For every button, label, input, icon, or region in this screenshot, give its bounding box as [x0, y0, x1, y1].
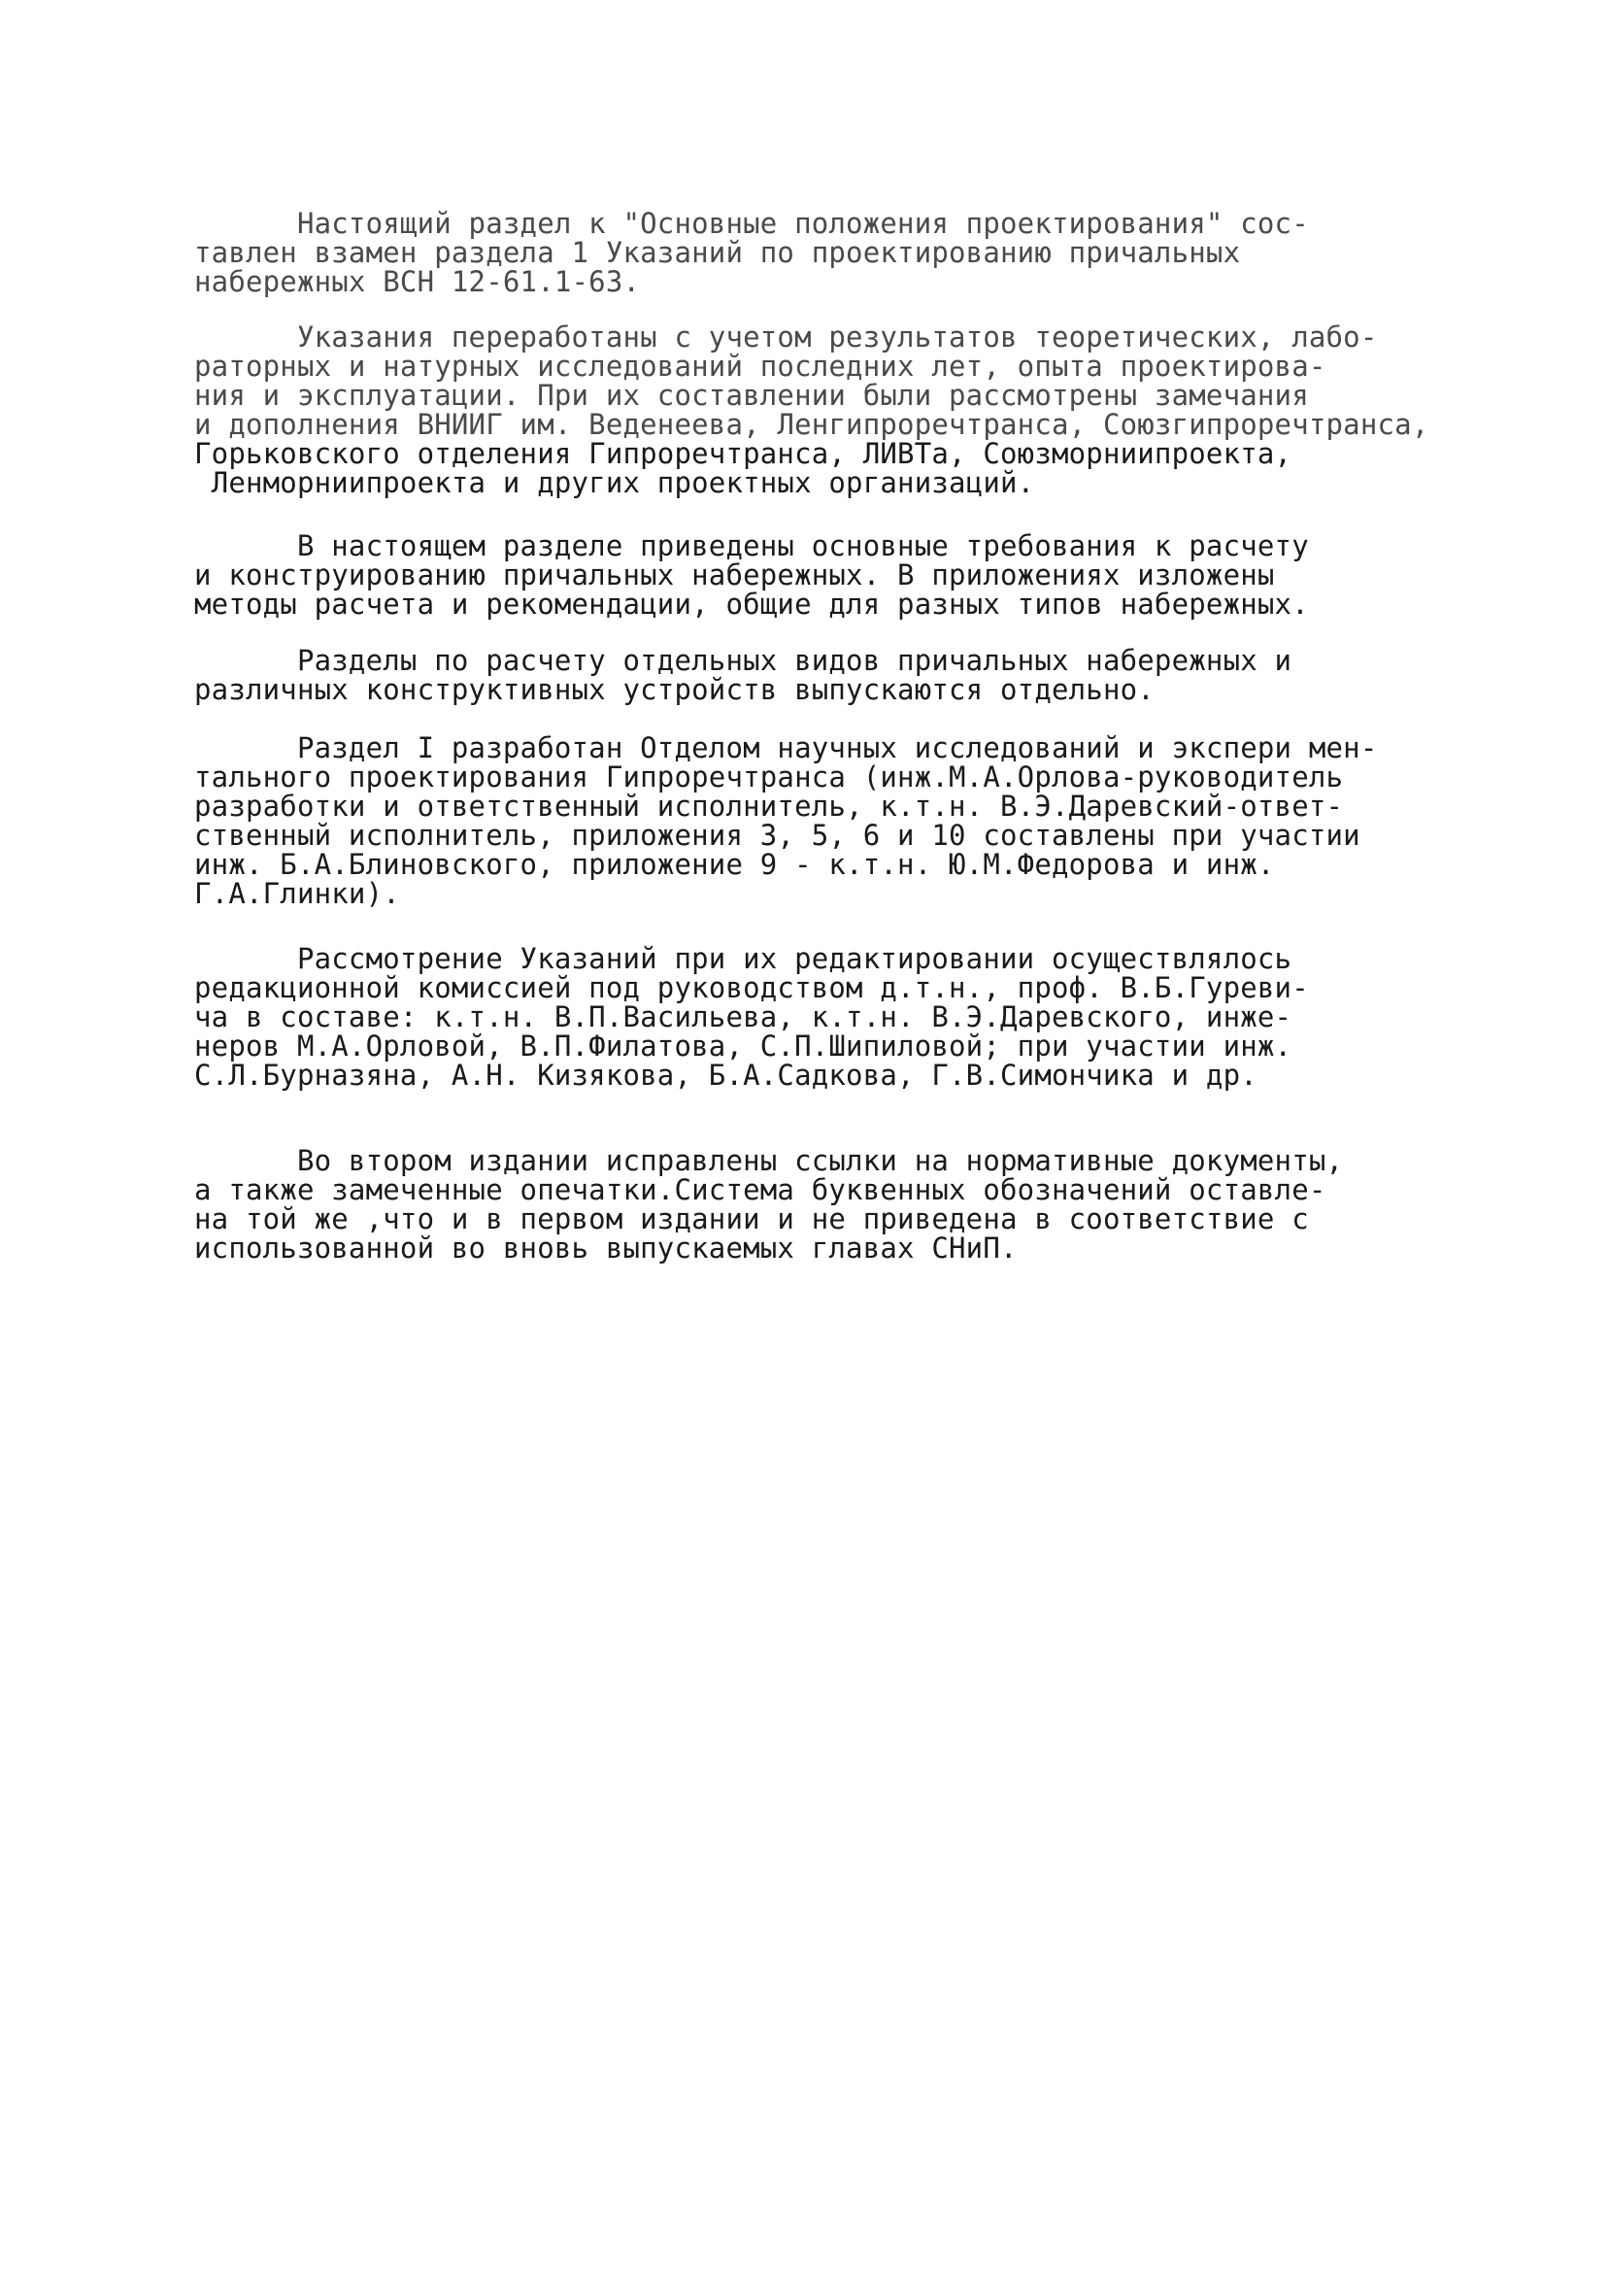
- text-line: различных конструктивных устройств выпускаются отдельно.: [194, 673, 1155, 706]
- text-line: инж. Б.А.Блиновского, приложение 9 - к.т.н. Ю.М.Федорова и инж.: [194, 848, 1275, 881]
- text-line: неров М.А.Орловой, В.П.Филатова, С.П.Шипиловой; при участии инж.: [194, 1030, 1292, 1063]
- text-line: на той же ,что и в первом издании и не приведена в соответствие с: [194, 1202, 1309, 1235]
- text-line: Во втором издании исправлены ссылки на нормативные документы,: [194, 1144, 1344, 1177]
- text-line: методы расчета и рекомендации, общие для разных типов набережных.: [194, 588, 1309, 621]
- text-line: использованной во вновь выпускаемых главах СНиП.: [194, 1232, 1018, 1265]
- text-line: ча в составе: к.т.н. В.П.Васильева, к.т.н. В.Э.Даревского, инже-: [194, 1000, 1292, 1033]
- text-line: Рассмотрение Указаний при их редактировании осуществлялось: [194, 942, 1292, 975]
- text-line: разработки и ответственный исполнитель, к.т.н. В.Э.Даревский-ответ-: [194, 790, 1344, 823]
- text-line: Разделы по расчету отдельных видов причальных набережных и: [194, 644, 1292, 677]
- paragraph-revision-basis: [194, 322, 1427, 497]
- paragraph-second-edition: [194, 1146, 1427, 1263]
- text-line: раторных и натурных исследований последних лет, опыта проектирова-: [194, 350, 1326, 383]
- text-line: Раздел I разработан Отделом научных исследований и экспери мен-: [194, 731, 1378, 764]
- text-line: С.Л.Бурназяна, А.Н. Кизякова, Б.А.Садкова, Г.В.Симончика и др.: [194, 1059, 1257, 1092]
- paragraph-intro: [194, 209, 1427, 296]
- paragraph-authors: [194, 733, 1427, 908]
- paragraph-section-contents: [194, 531, 1427, 619]
- text-line: тавлен взамен раздела 1 Указаний по проектированию причальных: [194, 236, 1241, 269]
- text-line: тального проектирования Гипроречтранса (инж.М.А.Орлова-руководитель: [194, 760, 1344, 793]
- text-line: Настоящий раздел к "Основные положения проектирования" сос-: [194, 207, 1309, 240]
- text-line: и конструированию причальных набережных. В приложениях изложены: [194, 558, 1275, 591]
- text-line: а также замеченные опечатки.Система буквенных обозначений оставле-: [194, 1173, 1326, 1206]
- text-line: Указания переработаны с учетом результатов теоретических, лабо-: [194, 321, 1378, 354]
- text-line: В настоящем разделе приведены основные требования к расчету: [194, 529, 1309, 562]
- paragraph-editorial-commission: [194, 944, 1427, 1090]
- text-line: ния и эксплуатации. При их составлении были рассмотрены замечания: [194, 379, 1309, 412]
- text-line: Ленморниипроекта и других проектных организаций.: [194, 466, 1035, 499]
- text-line: набережных ВСН 12-61.1-63.: [194, 265, 641, 298]
- text-line: и дополнения ВНИИГ им. Веденеева, Ленгипроречтранса, Союзгипроречтранса,: [194, 408, 1429, 441]
- paragraph-separate-sections: [194, 646, 1427, 704]
- text-line: ственный исполнитель, приложения 3, 5, 6 и 10 составлены при участии: [194, 819, 1360, 852]
- text-line: Горьковского отделения Гипроречтранса, ЛИВТа, Союзморниипроекта,: [194, 437, 1292, 470]
- text-line: Г.А.Глинки).: [194, 877, 400, 910]
- text-line: редакционной комиссией под руководством д.т.н., проф. В.Б.Гуреви-: [194, 971, 1309, 1004]
